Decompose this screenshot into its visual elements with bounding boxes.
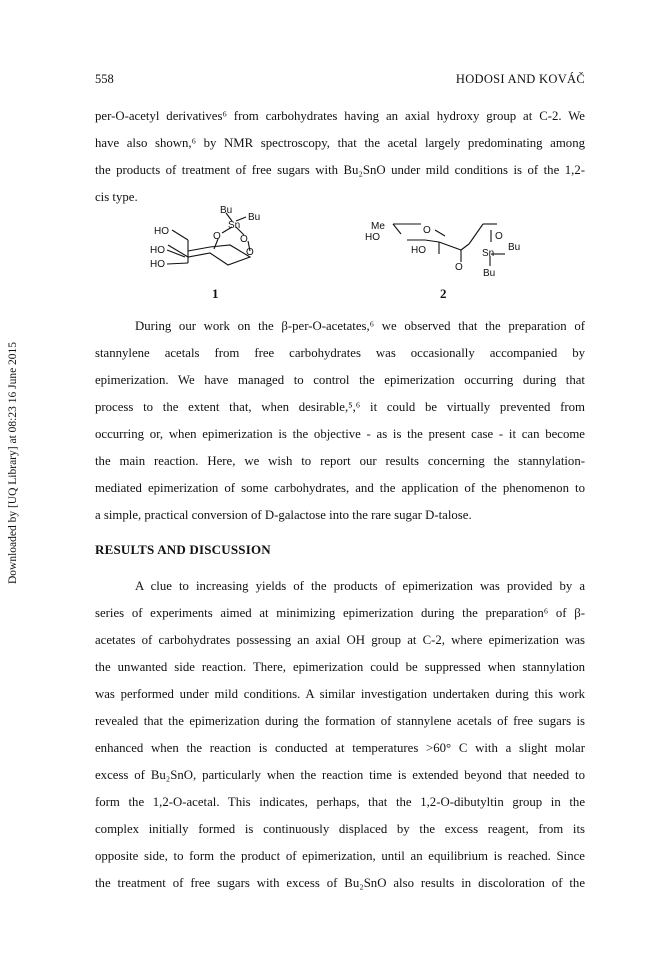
text-line: mediated epimerization of some carbohydrates, and the application of the phenomenon to <box>95 481 585 495</box>
text-line: was performed under mild conditions. A similar investigation undertaken during this work <box>95 687 585 701</box>
download-watermark <box>6 285 20 640</box>
structure-1-ho1: HO <box>154 226 169 237</box>
text-line: revealed that the epimerization during the formation of stannylene acetals of free sugars is <box>95 714 585 728</box>
running-head: HODOSI AND KOVÁČ <box>455 72 585 86</box>
text-line: enhanced when the reaction is conducted at temperatures >60° C with a slight molar <box>95 741 585 755</box>
text-line: the treatment of free sugars with excess of Bu₂SnO also results in discoloration of the <box>95 876 585 890</box>
structure-1-bu-right: Bu <box>248 212 261 223</box>
download-watermark-text: Downloaded by [UQ Library] at 08:23 16 June 2015 <box>7 341 19 584</box>
text-line: have also shown,⁶ by NMR spectroscopy, that the acetal largely predominating among <box>95 136 585 150</box>
text-line: the unwanted side reaction. There, epimerization could be suppressed when stannylation <box>95 660 585 674</box>
structure-2-o-ring: O <box>423 225 431 236</box>
structure-1-sn: Sn <box>228 220 241 231</box>
structure-1-bu-top: Bu <box>220 205 233 216</box>
structure-2-bu-right: Bu <box>508 242 521 253</box>
text-line: per-O-acetyl derivatives⁶ from carbohydrates having an axial hydroxy group at C-2. We <box>95 109 585 123</box>
text-line: series of experiments aimed at minimizing epimerization during the preparation⁶ of β- <box>95 606 585 620</box>
text-line: acetates of carbohydrates possessing an axial OH group at C-2, where epimerization was <box>95 633 585 647</box>
structure-2-o-right: O <box>495 231 503 242</box>
structure-2-bu-bottom: Bu <box>483 268 496 279</box>
text-line: the main reaction. Here, we wish to report our results concerning the stannylation- <box>95 454 585 468</box>
text-line: excess of Bu₂SnO, particularly when the reaction time is extended beyond that needed to <box>95 768 585 782</box>
text-line: form the 1,2-O-acetal. This indicates, perhaps, that the 1,2-O-dibutyltin group in the <box>95 795 585 809</box>
structure-1-ho2: HO <box>150 245 165 256</box>
structure-1-o1: O <box>213 231 221 242</box>
text-line: process to the extent that, when desirable,⁵,⁶ it could be virtually prevented from <box>95 400 585 414</box>
text-line: opposite side, to form the product of epimerization, until an equilibrium is reached. Since <box>95 849 585 863</box>
text-line: cis type. <box>95 190 138 204</box>
structure-2-number: 2 <box>440 286 447 301</box>
paragraph-2 <box>95 313 585 529</box>
structure-2-ho1: HO <box>365 232 380 243</box>
text-line: occurring or, when epimerization is the objective - as is the present case - it can become <box>95 427 585 441</box>
text-line: complex initially formed is continuously displaced by the excess reagent, from its <box>95 822 585 836</box>
structure-1-o3: O <box>246 247 254 258</box>
structure-1-ho3: HO <box>150 259 165 270</box>
text-line: a simple, practical conversion of D-galactose into the rare sugar D-talose. <box>95 508 472 522</box>
text-line: stannylene acetals from free carbohydrates was occasionally accompanied by <box>95 346 585 360</box>
structure-1-diagram <box>140 205 280 280</box>
text-line: A clue to increasing yields of the products of epimerization was provided by a <box>135 579 585 593</box>
text-line: During our work on the β-per-O-acetates,⁶ we observed that the preparation of <box>135 319 585 333</box>
text-line: epimerization. We have managed to control the epimerization occurring during that <box>95 373 585 387</box>
page-number: 558 <box>95 72 114 86</box>
structure-1-o2: O <box>240 234 248 245</box>
page-header <box>95 72 585 88</box>
structure-1-number: 1 <box>212 286 219 301</box>
structure-2-sn: Sn <box>482 248 495 259</box>
structure-2-ho2: HO <box>411 245 426 256</box>
structure-2-diagram <box>365 210 540 285</box>
section-heading: RESULTS AND DISCUSSION <box>95 542 271 557</box>
structure-2-o-bottom: O <box>455 262 463 273</box>
text-line: the products of treatment of free sugars with Bu₂SnO under mild conditions is of the 1,2- <box>95 163 585 177</box>
structure-2-bonds <box>393 224 505 266</box>
structure-2-me: Me <box>371 221 385 232</box>
paragraph-3 <box>95 573 585 897</box>
intro-paragraph <box>95 103 585 211</box>
